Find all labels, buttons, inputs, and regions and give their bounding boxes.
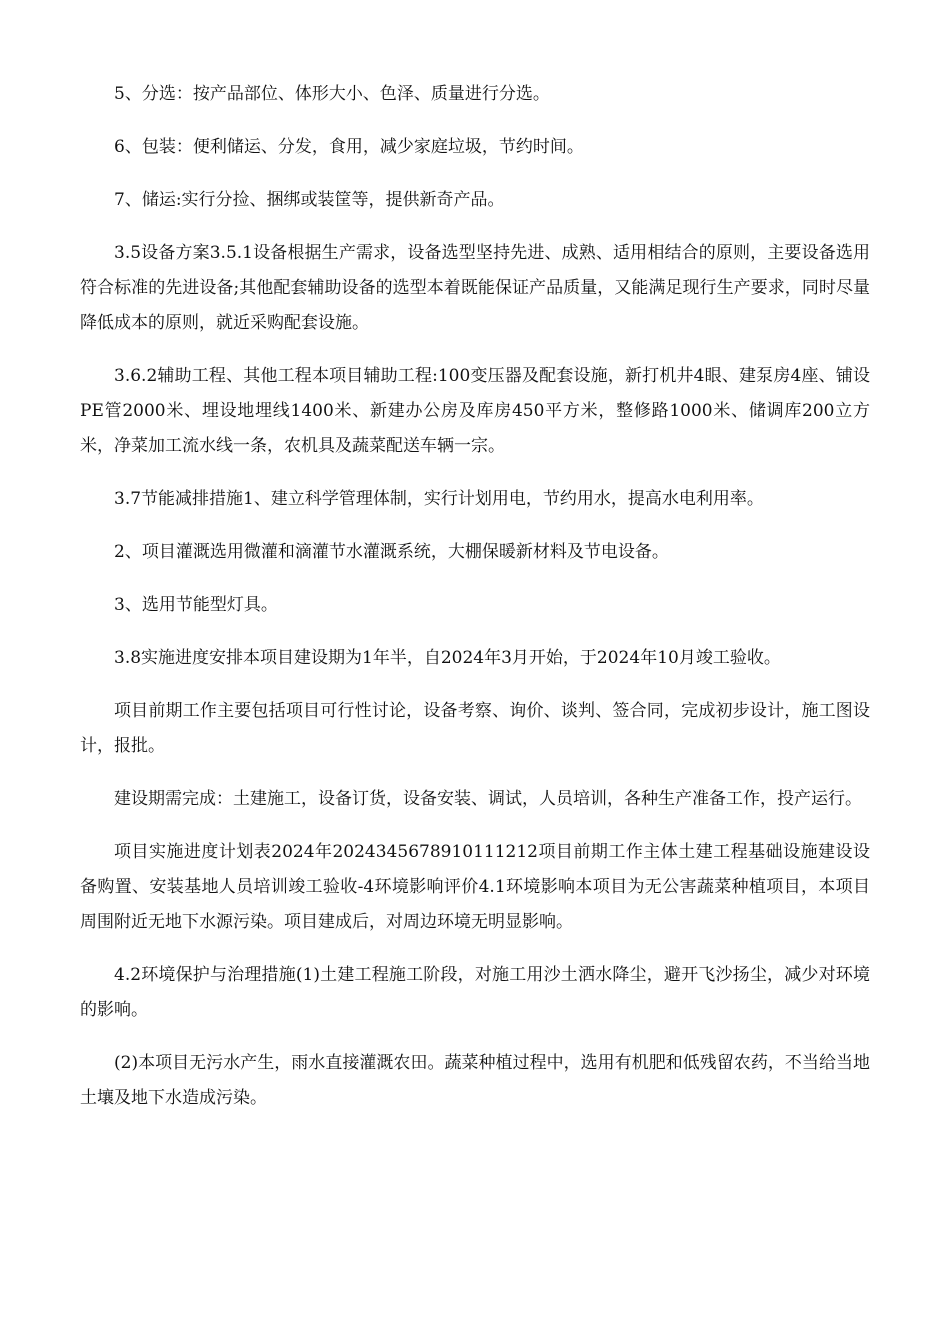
- paragraph-lighting: 3、选用节能型灯具。: [114, 595, 278, 615]
- paragraph-packaging: 6、包装：便利储运、分发，食用，减少家庭垃圾，节约时间。: [114, 137, 584, 157]
- document-body: [80, 77, 870, 1134]
- paragraph-schedule: 3.8实施进度安排本项目建设期为1年半，自2024年3月开始，于2024年10月竣工验收。: [114, 648, 781, 668]
- paragraph-construction-period: 建设期需完成：土建施工，设备订货，设备安装、调试，人员培训，各种生产准备工作，投产运行。: [114, 789, 862, 809]
- paragraph-sorting: 5、分选：按产品部位、体形大小、色泽、质量进行分选。: [114, 84, 550, 104]
- paragraph-storage-transport: 7、储运:实行分捡、捆绑或装筐等，提供新奇产品。: [114, 190, 505, 210]
- paragraph-preliminary-work: 项目前期工作主要包括项目可行性讨论，设备考察、询价、谈判、签合同，完成初步设计，施工图设计，报批。: [80, 701, 870, 756]
- paragraph-environmental-protection: 4.2环境保护与治理措施(1)土建工程施工阶段，对施工用沙土洒水降尘，避开飞沙扬尘，减少对环境的影响。: [80, 965, 870, 1020]
- paragraph-equipment-plan: 3.5设备方案3.5.1设备根据生产需求，设备选型坚持先进、成熟、适用相结合的原则，主要设备选用符合标准的先进设备;其他配套辅助设备的选型本着既能保证产品质量，又能满足现行生产要求，同时尽量降低成本的原则，就近采购配套设施。: [80, 243, 870, 333]
- paragraph-irrigation: 2、项目灌溉选用微灌和滴灌节水灌溉系统，大棚保暖新材料及节电设备。: [114, 542, 669, 562]
- paragraph-auxiliary-engineering: 3.6.2辅助工程、其他工程本项目辅助工程:100变压器及配套设施，新打机井4眼、建泵房4座、铺设PE管2000米、埋设地埋线1400米、新建办公房及库房450平方米，整修路1000米、储调库200立方米，净菜加工流水线一条，农机具及蔬菜配送车辆一宗。: [80, 366, 870, 456]
- paragraph-no-pollution: (2)本项目无污水产生，雨水直接灌溉农田。蔬菜种植过程中，选用有机肥和低残留农药，不当给当地土壤及地下水造成污染。: [80, 1053, 870, 1108]
- paragraph-energy-saving: 3.7节能减排措施1、建立科学管理体制，实行计划用电，节约用水，提高水电利用率。: [114, 489, 764, 509]
- paragraph-progress-plan: 项目实施进度计划表2024年2024345678910111212项目前期工作主体土建工程基础设施建设设备购置、安装基地人员培训竣工验收-4环境影响评价4.1环境影响本项目为无公害蔬菜种植项目，本项目周围附近无地下水源污染。项目建成后，对周边环境无明显影响。: [80, 842, 870, 932]
